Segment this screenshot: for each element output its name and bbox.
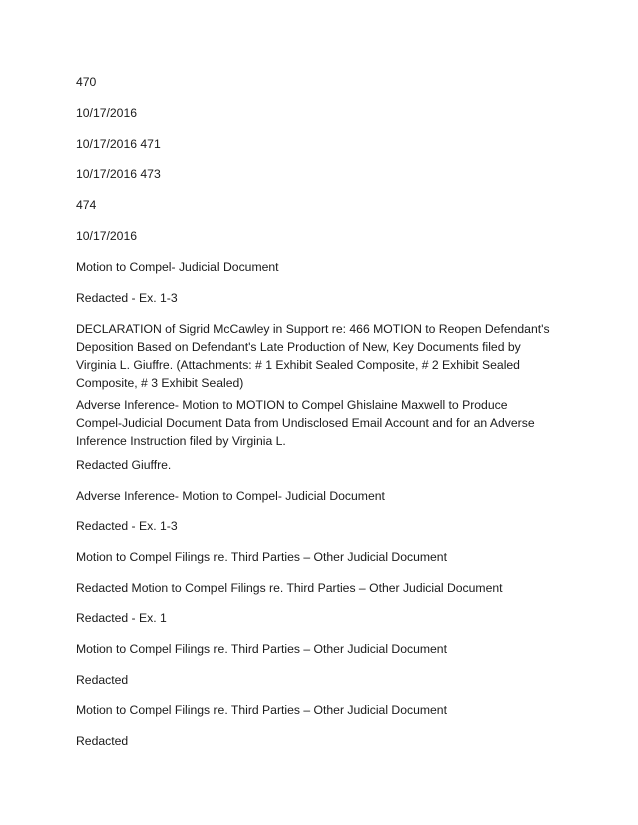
docket-date: 10/17/2016 [76,106,137,120]
document-description: Adverse Inference- Motion to Compel- Judicial Document [76,489,385,503]
document-description: Motion to Compel Filings re. Third Parties – Other Judicial Document [76,642,447,656]
docket-number: 474 [76,198,97,212]
motion-entry: Adverse Inference- Motion to MOTION to Compel Ghislaine Maxwell to Produce Compel-Judicial Document Data from Undisclosed Email Account and for an Adverse Inference Instruction filed by Virginia L. [76,398,535,448]
redaction-note: Redacted Motion to Compel Filings re. Third Parties – Other Judicial Document [76,581,503,595]
docket-number: 470 [76,75,97,89]
redaction-note: Redacted [76,673,129,687]
document-description: Motion to Compel Filings re. Third Parties – Other Judicial Document [76,703,447,717]
redaction-note: Redacted [76,734,129,748]
docket-date: 10/17/2016 [76,229,137,243]
redaction-note: Redacted - Ex. 1 [76,611,167,625]
docket-date-number: 10/17/2016 471 [76,137,161,151]
docket-date-number: 10/17/2016 473 [76,167,161,181]
redaction-note: Redacted - Ex. 1-3 [76,519,178,533]
document-description: Motion to Compel- Judicial Document [76,260,279,274]
redaction-note: Redacted Giuffre. [76,458,172,472]
declaration-entry: DECLARATION of Sigrid McCawley in Support re: 466 MOTION to Reopen Defendant's Deposition Based on Defendant's Late Production of New, Key Documents filed by Virginia L. Giuffre. (Attachments: # 1 Exhibit Sealed Composite, # 2 Exhibit Sealed Composite, # 3 Exhibit Sealed) [76,322,550,390]
redaction-note: Redacted - Ex. 1-3 [76,291,178,305]
document-description: Motion to Compel Filings re. Third Parties – Other Judicial Document [76,550,447,564]
